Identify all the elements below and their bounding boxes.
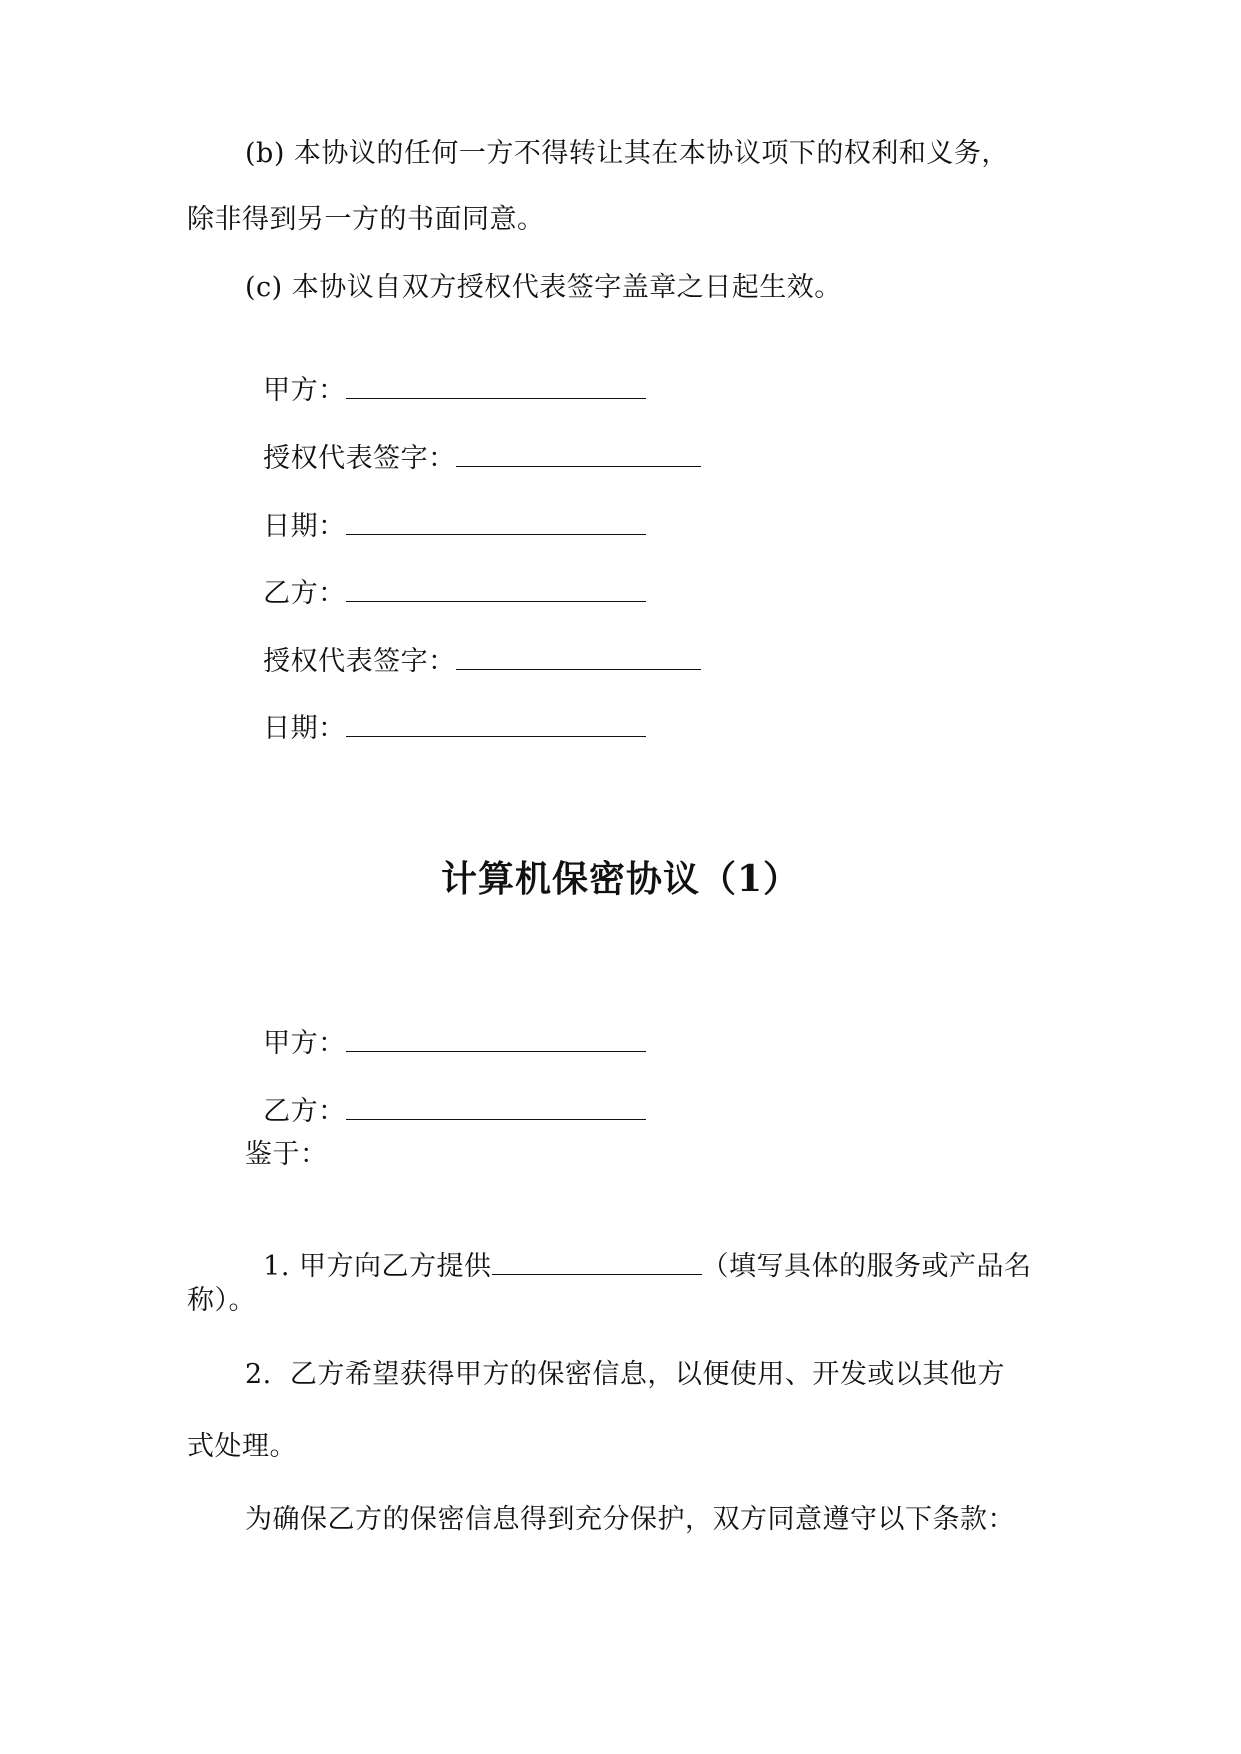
clause-c: (c) 本协议自双方授权代表签字盖章之日起生效。 xyxy=(245,272,842,303)
signature-b-date-row xyxy=(245,675,646,747)
signature-party-a-label: 甲方： xyxy=(263,375,346,406)
closing-paragraph: 为确保乙方的保密信息得到充分保护，双方同意遵守以下条款： xyxy=(245,1504,1015,1535)
signature-b-rep-row xyxy=(245,608,701,680)
item1-prefix: 1. 甲方向乙方提供 xyxy=(263,1251,492,1282)
clause-b-line1: (b) 本协议的任何一方不得转让其在本协议项下的权利和义务， xyxy=(245,138,1009,169)
clause-b-line2: 除非得到另一方的书面同意。 xyxy=(187,204,545,235)
signature-a-date-label: 日期： xyxy=(263,511,346,542)
signature-party-a-blank[interactable] xyxy=(346,374,646,399)
signature-party-a-row xyxy=(245,337,646,409)
contract-party-a-blank[interactable] xyxy=(346,1027,646,1052)
item1-line2: 称）。 xyxy=(187,1285,256,1316)
signature-a-rep-row xyxy=(245,405,701,477)
item2-line2: 式处理。 xyxy=(187,1431,297,1462)
signature-b-rep-blank[interactable] xyxy=(456,645,701,670)
signature-b-rep-label: 授权代表签字： xyxy=(263,646,456,677)
whereas-label: 鉴于： xyxy=(245,1139,328,1170)
item1-suffix: （填写具体的服务或产品名 xyxy=(701,1251,1032,1282)
signature-a-date-blank[interactable] xyxy=(346,510,646,535)
signature-party-b-blank[interactable] xyxy=(346,577,646,602)
contract-party-a-label: 甲方： xyxy=(263,1028,346,1059)
signature-b-date-blank[interactable] xyxy=(346,712,646,737)
contract-party-b-blank[interactable] xyxy=(346,1095,646,1120)
signature-a-date-row xyxy=(245,473,646,545)
contract-party-b-label: 乙方： xyxy=(263,1096,346,1127)
signature-b-date-label: 日期： xyxy=(263,713,346,744)
contract-party-a-row xyxy=(245,990,646,1062)
signature-party-b-row xyxy=(245,540,646,612)
item1-product-blank[interactable] xyxy=(492,1250,702,1275)
item2-line1: 2. 乙方希望获得甲方的保密信息，以便使用、开发或以其他方 xyxy=(245,1359,1005,1390)
signature-a-rep-blank[interactable] xyxy=(456,442,701,467)
contract-party-b-row xyxy=(245,1058,646,1130)
signature-party-b-label: 乙方： xyxy=(263,578,346,609)
item1-line1 xyxy=(245,1213,1032,1285)
signature-a-rep-label: 授权代表签字： xyxy=(263,443,456,474)
contract-title: 计算机保密协议（1） xyxy=(440,858,801,900)
